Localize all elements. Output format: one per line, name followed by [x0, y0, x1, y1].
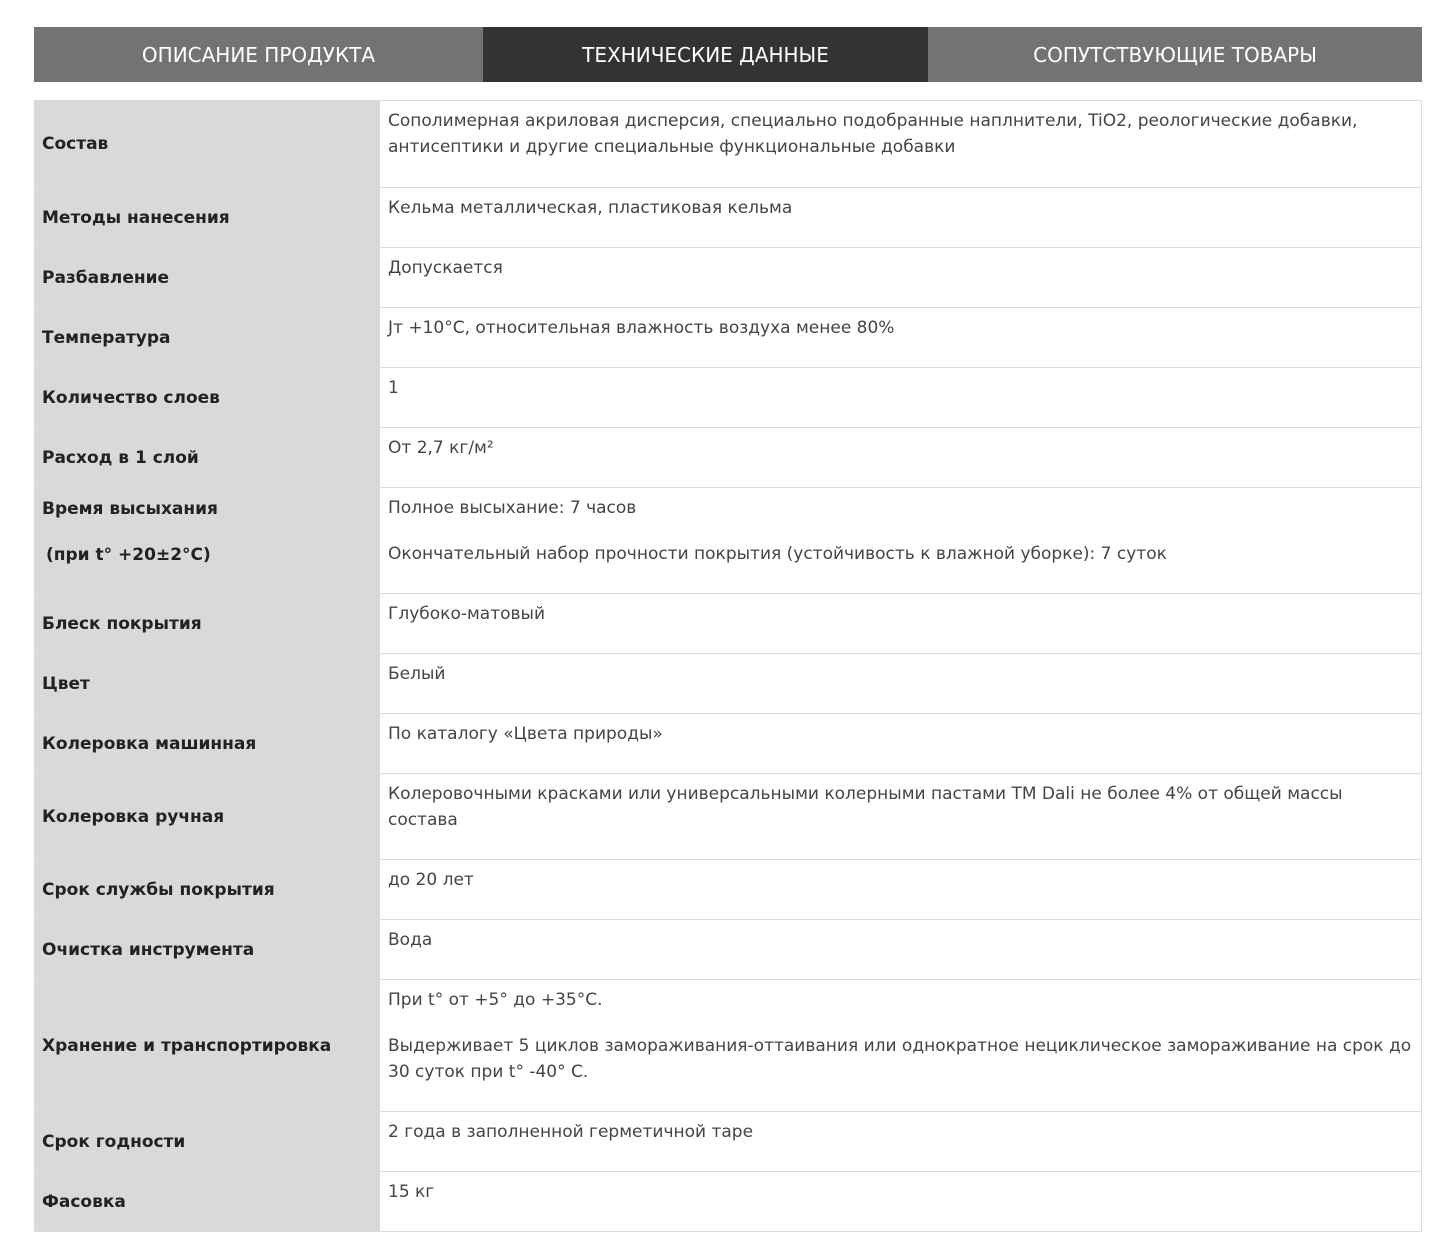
spec-label — [34, 488, 380, 593]
spec-value-text: до 20 лет — [388, 870, 474, 890]
spec-row-shelf-life — [34, 1112, 1421, 1172]
spec-row-application-methods — [34, 188, 1421, 248]
spec-value-text: Јт +10°С, относительная влажность воздуха менее 80% — [388, 318, 895, 338]
spec-label: Количество слоев — [34, 368, 380, 427]
spec-row-service-life — [34, 860, 1421, 920]
spec-row-packaging — [34, 1172, 1421, 1231]
spec-row-dilution — [34, 248, 1421, 308]
spec-label: Колеровка машинная — [34, 714, 380, 773]
spec-value-text: Колеровочными красками или универсальными колерными пастами ТМ Dali не более 4% от общей массы состава — [388, 784, 1343, 830]
spec-value — [380, 654, 1421, 713]
spec-label: Методы нанесения — [34, 188, 380, 247]
spec-value — [380, 428, 1421, 487]
spec-value — [380, 308, 1421, 367]
spec-value-text: По каталогу «Цвета природы» — [388, 724, 663, 744]
spec-value-text: 2 года в заполненной герметичной таре — [388, 1122, 754, 1142]
spec-value-text: Кельма металлическая, пластиковая кельма — [388, 198, 793, 218]
spec-value — [380, 594, 1421, 653]
tech-specs-table — [34, 100, 1422, 1232]
spec-label: Разбавление — [34, 248, 380, 307]
spec-value-text: При t° от +5° до +35°С. — [388, 990, 603, 1010]
spec-label: Цвет — [34, 654, 380, 713]
spec-row-composition — [34, 101, 1421, 188]
spec-value — [380, 774, 1421, 859]
spec-value — [380, 860, 1421, 919]
spec-row-layers — [34, 368, 1421, 428]
spec-label: Фасовка — [34, 1172, 380, 1231]
spec-label: Очистка инструмента — [34, 920, 380, 979]
tab-technical-data[interactable]: ТЕХНИЧЕСКИЕ ДАННЫЕ — [483, 27, 928, 82]
spec-value-text: Выдерживает 5 циклов замораживания-оттаивания или однократное нециклическое замораживание на срок до 30 суток при t° -40° С. — [388, 1036, 1412, 1082]
spec-row-consumption — [34, 428, 1421, 488]
spec-value — [380, 1112, 1421, 1171]
spec-value-text: Допускается — [388, 258, 503, 278]
spec-row-machine-tinting — [34, 714, 1421, 774]
spec-value — [380, 248, 1421, 307]
spec-value-text: 1 — [388, 378, 399, 398]
spec-value — [380, 714, 1421, 773]
tab-bar — [34, 27, 1422, 82]
spec-row-gloss — [34, 594, 1421, 654]
spec-label: Состав — [34, 101, 380, 187]
spec-value-text: Глубоко-матовый — [388, 604, 546, 624]
spec-row-color — [34, 654, 1421, 714]
spec-row-tool-cleaning — [34, 920, 1421, 980]
spec-label-line: Время высыхания — [42, 499, 218, 519]
spec-value-text: 15 кг — [388, 1182, 435, 1202]
spec-label: Колеровка ручная — [34, 774, 380, 859]
spec-value — [380, 1172, 1421, 1231]
spec-value-text: Сополимерная акриловая дисперсия, специально подобранные наплнители, TiO2, реологические добавки, антисептики и другие специальные функциональные добавки — [388, 111, 1358, 157]
spec-value — [380, 488, 1421, 593]
spec-label: Хранение и транспортировка — [34, 980, 380, 1111]
spec-row-storage — [34, 980, 1421, 1112]
spec-label: Температура — [34, 308, 380, 367]
spec-value-text: Вода — [388, 930, 433, 950]
spec-value — [380, 101, 1421, 187]
tab-related-products[interactable]: СОПУТСТВУЮЩИЕ ТОВАРЫ — [928, 27, 1422, 82]
spec-value — [380, 920, 1421, 979]
spec-label-line: (при t° +20±2°С) — [46, 545, 211, 565]
spec-value-text: Полное высыхание: 7 часов — [388, 498, 637, 518]
spec-label: Блеск покрытия — [34, 594, 380, 653]
spec-value — [380, 368, 1421, 427]
spec-value-text: Окончательный набор прочности покрытия (устойчивость к влажной уборке): 7 суток — [388, 544, 1167, 564]
spec-row-drying-time — [34, 488, 1421, 594]
tab-product-description[interactable]: ОПИСАНИЕ ПРОДУКТА — [34, 27, 483, 82]
spec-value — [380, 980, 1421, 1111]
spec-value — [380, 188, 1421, 247]
spec-row-temperature — [34, 308, 1421, 368]
spec-label: Расход в 1 слой — [34, 428, 380, 487]
spec-label: Срок службы покрытия — [34, 860, 380, 919]
spec-value-text: Белый — [388, 664, 446, 684]
spec-value-text: От 2,7 кг/м² — [388, 438, 494, 458]
spec-row-manual-tinting — [34, 774, 1421, 860]
spec-label: Срок годности — [34, 1112, 380, 1171]
